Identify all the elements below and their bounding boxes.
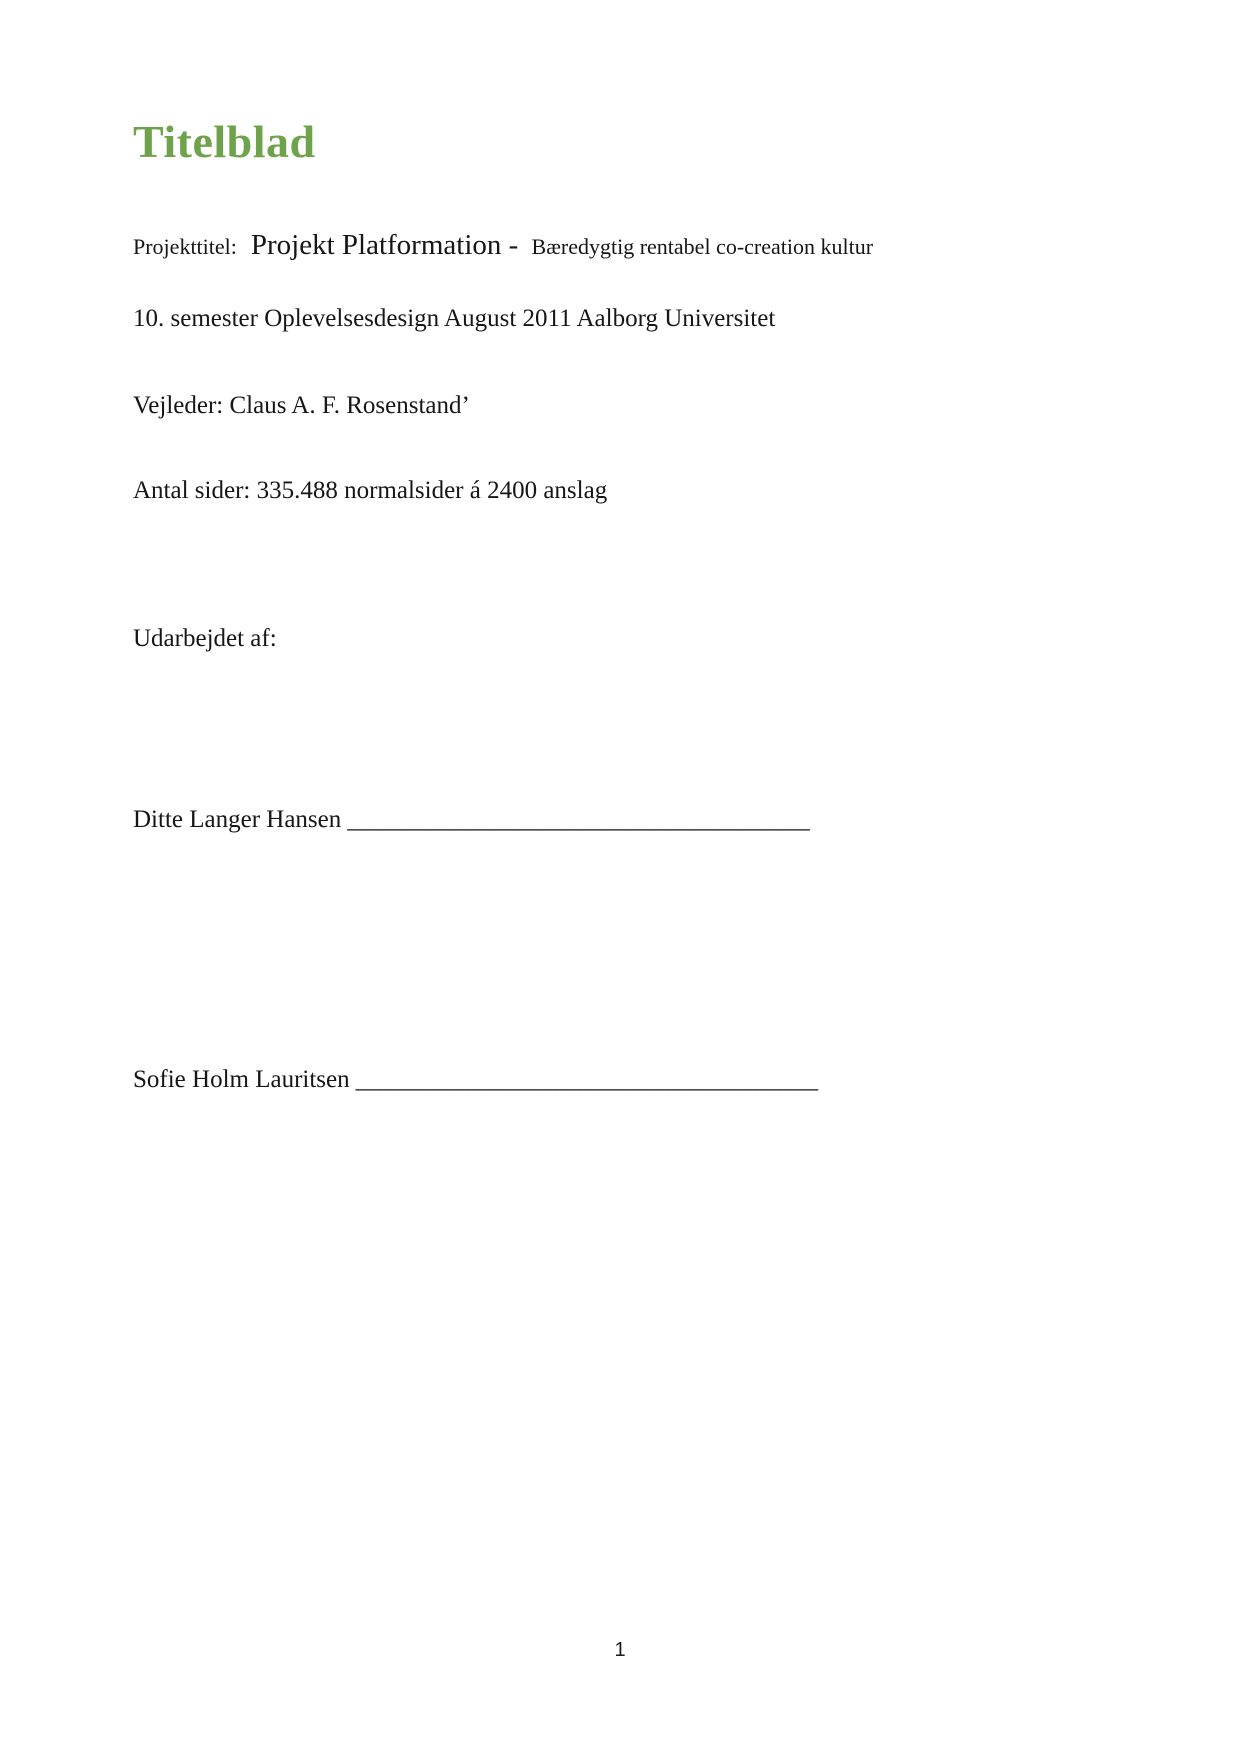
semester-line: 10. semester Oplevelsesdesign August 2011 Aalborg Universitet: [133, 305, 776, 332]
signature-name: Ditte Langer Hansen: [133, 806, 342, 833]
project-title-line: [133, 229, 873, 262]
page-title: Titelblad: [133, 116, 316, 167]
signature-row: [133, 806, 810, 834]
authors-label: Udarbejdet af:: [133, 625, 277, 652]
signature-line: _____________________________________: [355, 1066, 819, 1093]
page-number: 1: [614, 1639, 626, 1661]
signature-row: [133, 1066, 818, 1094]
supervisor-line: Vejleder: Claus A. F. Rosenstand’: [133, 392, 470, 419]
project-title-main: Projekt Platformation -: [250, 229, 519, 261]
signature-line: _____________________________________: [347, 806, 810, 833]
project-title-subtitle: Bæredygtig rentabel co-creation kultur: [531, 234, 874, 259]
project-title-label: Projekttitel:: [133, 234, 237, 259]
signature-name: Sofie Holm Lauritsen: [133, 1066, 350, 1093]
page-count-line: Antal sider: 335.488 normalsider á 2400 anslag: [133, 477, 608, 504]
